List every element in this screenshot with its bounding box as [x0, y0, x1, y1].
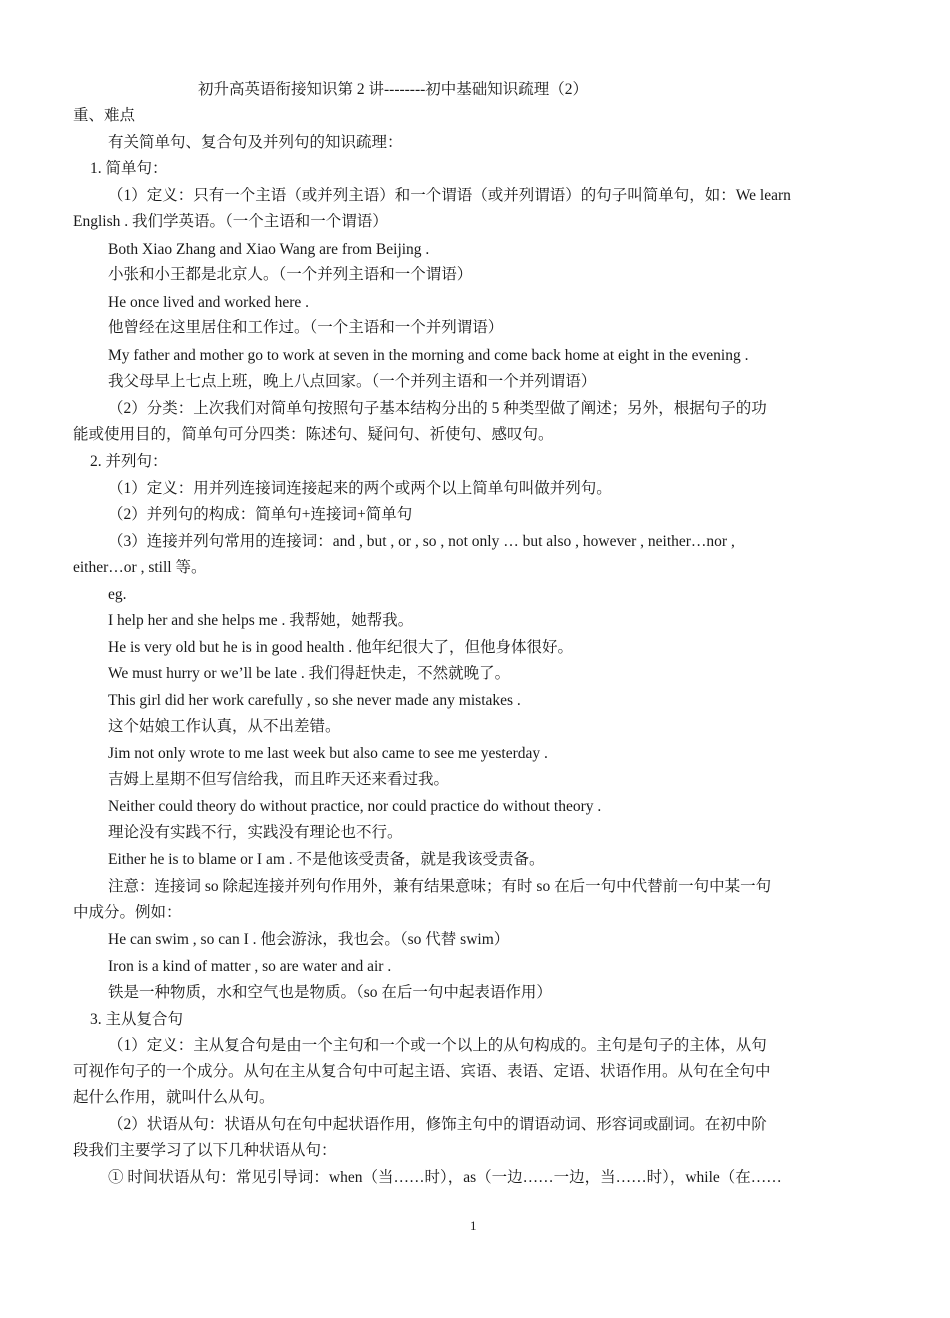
text-line: 他曾经在这里居住和工作过。（一个主语和一个并列谓语）: [108, 319, 504, 336]
text-line: 小张和小王都是北京人。（一个并列主语和一个谓语）: [108, 266, 473, 283]
text-line: ① 时间状语从句：常见引导词：when（当……时），as（一边……一边，当……时），while（在……: [108, 1169, 782, 1186]
text-line: 理论没有实践不行，实践没有理论也不行。: [108, 824, 403, 841]
text-line: 注意：连接词 so 除起连接并列句作用外，兼有结果意味；有时 so 在后一句中代替前一句中某一句: [108, 878, 772, 895]
text-line: Both Xiao Zhang and Xiao Wang are from Beijing .: [108, 241, 430, 258]
text-line: 能或使用目的，简单句可分四类：陈述句、疑问句、祈使句、感叹句。: [73, 426, 554, 443]
text-line: （1）定义：用并列连接词连接起来的两个或两个以上简单句叫做并列句。: [108, 480, 612, 497]
text-line: He once lived and worked here .: [108, 294, 309, 311]
text-line: 2. 并列句：: [90, 453, 168, 470]
page-number: 1: [470, 1218, 477, 1233]
text-line: 吉姆上星期不但写信给我，而且昨天还来看过我。: [108, 771, 450, 788]
text-line: 有关简单句、复合句及并列句的知识疏理：: [108, 134, 403, 151]
text-line: This girl did her work carefully , so she never made any mistakes .: [108, 692, 521, 709]
text-line: I help her and she helps me . 我帮她，她帮我。: [108, 612, 414, 629]
text-line: （3）连接并列句常用的连接词：and , but , or , so , not only … but also , however , neither…nor ,: [108, 533, 735, 550]
text-line: We must hurry or we’ll be late . 我们得赶快走，不然就晚了。: [108, 665, 511, 682]
text-line: 这个姑娘工作认真，从不出差错。: [108, 718, 341, 735]
text-line: He is very old but he is in good health . 他年纪很大了，但他身体很好。: [108, 639, 573, 656]
text-line: Iron is a kind of matter , so are water and air .: [108, 958, 392, 975]
text-line: （1）定义：只有一个主语（或并列主语）和一个谓语（或并列谓语）的句子叫简单句，如：We learn: [108, 187, 791, 204]
text-line: 3. 主从复合句: [90, 1011, 184, 1028]
text-line: 可视作句子的一个成分。从句在主从复合句中可起主语、宾语、表语、定语、状语作用。从句在全句中: [73, 1063, 771, 1080]
text-line: （2）状语从句：状语从句在句中起状语作用，修饰主句中的谓语动词、形容词或副词。在初中阶: [108, 1116, 767, 1133]
text-line: Jim not only wrote to me last week but also came to see me yesterday .: [108, 745, 548, 762]
text-line: Either he is to blame or I am . 不是他该受责备，就是我该受责备。: [108, 851, 545, 868]
document-title: 初升高英语衔接知识第 2 讲--------初中基础知识疏理（2）: [198, 81, 589, 98]
text-line: My father and mother go to work at seven in the morning and come back home at eight in the evening .: [108, 347, 749, 364]
text-line: English . 我们学英语。（一个主语和一个谓语）: [73, 213, 388, 230]
text-line: （2）分类：上次我们对简单句按照句子基本结构分出的 5 种类型做了阐述；另外，根据句子的功: [108, 400, 767, 417]
text-line: 1. 简单句：: [90, 160, 168, 177]
text-line: either…or , still 等。: [73, 559, 207, 576]
text-line: 起什么作用，就叫什么从句。: [73, 1089, 275, 1106]
text-line: 重、难点: [73, 107, 136, 124]
text-line: He can swim , so can I . 他会游泳，我也会。（so 代替 swim）: [108, 931, 510, 948]
text-line: Neither could theory do without practice, nor could practice do without theory .: [108, 798, 602, 815]
text-line: （2）并列句的构成：简单句+连接词+简单句: [108, 506, 413, 523]
text-line: （1）定义：主从复合句是由一个主句和一个或一个以上的从句构成的。主句是句子的主体，从句: [108, 1037, 767, 1054]
text-line: 中成分。例如：: [73, 904, 182, 921]
text-line: eg.: [108, 586, 127, 603]
text-line: 铁是一种物质，水和空气也是物质。（so 在后一句中起表语作用）: [108, 984, 552, 1001]
text-line: 段我们主要学习了以下几种状语从句：: [73, 1142, 337, 1159]
text-line: 我父母早上七点上班，晚上八点回家。（一个并列主语和一个并列谓语）: [108, 373, 597, 390]
